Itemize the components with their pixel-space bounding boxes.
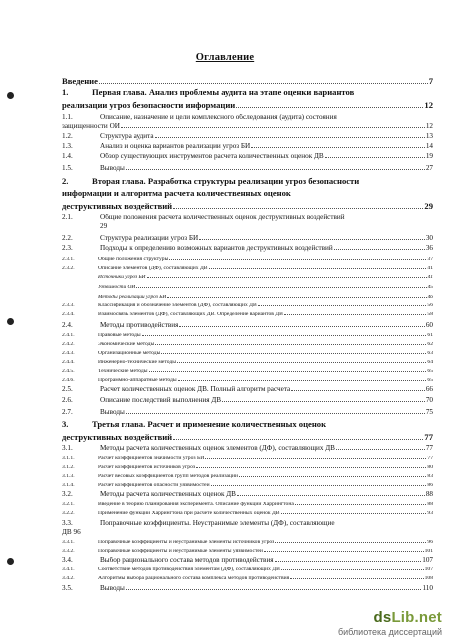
toc-entry: [62, 474, 433, 480]
toc-page-number: 80: [427, 465, 433, 470]
toc-entry: [62, 177, 433, 186]
toc-entry: [62, 189, 433, 198]
toc-entry: [62, 235, 433, 242]
toc-entry-number: 1.1.: [62, 114, 73, 121]
toc-entry: [62, 420, 433, 429]
toc-entry-title: Расчет коэффициентов значимости угроз БИ: [98, 456, 205, 461]
toc-page-number: 108: [424, 576, 433, 581]
toc-entry: [62, 312, 433, 318]
toc-entry-title: ДВ 96: [62, 529, 81, 536]
toc-entry: [62, 386, 433, 393]
toc-entry-title: Поправочные коэффициенты. Неустранимые элементы (ДФ), составляющие: [100, 520, 335, 527]
toc-entry-number: 2.3.4.: [62, 312, 75, 317]
toc-entry-title: Методы противодействия: [100, 322, 179, 329]
toc-page-number: 101: [424, 549, 433, 554]
toc-entry-title: Структура аудита: [100, 133, 154, 140]
dot-leader: [239, 476, 426, 477]
toc-entry-title: Расчет коэффициентов опасности уязвимостей: [98, 483, 210, 488]
toc-entry: [62, 342, 433, 348]
toc-entry-title: Поправочные коэффициенты и неустранимые элементы источников угроз: [98, 540, 275, 545]
toc-entry-title: Описание, назначение и цели комплексного обследования (аудита) состояния: [100, 114, 337, 121]
dot-leader: [173, 439, 423, 440]
margin-dot: [7, 318, 14, 325]
toc-entry: [62, 360, 433, 366]
toc-entry-title: Общие положения структуры: [98, 257, 169, 262]
dot-leader: [126, 589, 422, 590]
toc-entry-number: 2.4.: [62, 322, 73, 329]
toc-entry-number: 3.4.2.: [62, 576, 75, 581]
toc-entry: [62, 502, 433, 508]
toc-page-number: 41: [427, 266, 433, 271]
toc-entry: [62, 378, 433, 384]
dot-leader: [161, 353, 426, 354]
toc-entry-title: Расчет количественных оценок ДВ. Полный алгоритм расчета: [100, 386, 291, 393]
watermark-logo: [338, 609, 442, 637]
toc-page-number: 29: [424, 202, 433, 211]
dot-leader: [126, 169, 425, 170]
toc-entry: [62, 520, 433, 527]
toc-entry-title: Третья глава. Расчет и применение количественных оценок: [92, 420, 327, 429]
toc-page-number: 65: [427, 378, 433, 383]
dot-leader: [334, 249, 425, 250]
toc-entry-number: 1.2.: [62, 133, 73, 140]
toc-page-number: 58: [427, 312, 433, 317]
toc-entry: [62, 511, 433, 517]
toc-entry-number: 3.1.: [62, 445, 73, 452]
toc-entry-number: 1.4.: [62, 153, 73, 160]
toc-entry-number: 3.2.1.: [62, 502, 75, 507]
toc-entry: [62, 245, 433, 252]
toc-entry-title: Выводы: [100, 409, 125, 416]
toc-entry: [62, 303, 433, 309]
dot-leader: [155, 344, 426, 345]
toc-page-number: 66: [425, 386, 433, 393]
toc-entry-number: 2.4.1.: [62, 333, 75, 338]
toc-page-number: 19: [425, 153, 433, 160]
dot-leader: [236, 107, 423, 108]
toc-page-number: 88: [425, 491, 433, 498]
toc-page-number: 86: [427, 483, 433, 488]
toc-entry-number: 2.6.: [62, 397, 73, 404]
dot-leader: [205, 458, 426, 459]
toc-entry-title: Расчет коэффициентов источников угроз: [98, 465, 196, 470]
toc-entry-title: деструктивных воздействий: [62, 202, 173, 211]
toc-entry: [100, 223, 433, 230]
toc-entry: [62, 369, 433, 375]
toc-entry-number: Введение: [62, 77, 98, 86]
toc-page-number: 14: [425, 143, 433, 150]
toc-entry-title: 29: [100, 223, 108, 230]
toc-entry: [62, 202, 433, 211]
dot-leader: [179, 326, 424, 327]
toc-entry-number: 3.1.3.: [62, 474, 75, 479]
toc-entry-title: Классификация и обозначение элементов (ДФ), составляющих ДВ: [98, 303, 257, 308]
dot-leader: [121, 127, 425, 128]
toc-page-number: 56: [427, 303, 433, 308]
dot-leader: [295, 504, 427, 505]
toc-entry: [62, 540, 433, 546]
toc-entry-number: 2.: [62, 177, 69, 186]
watermark-subtitle: библиотека диссертаций: [337, 627, 442, 637]
toc-entry-number: 3.3.1.: [62, 540, 75, 545]
toc-entry-number: 2.3.: [62, 245, 73, 252]
toc-entry-title: Применение функции Харрингтона при расчете количественных оценок ДВ: [98, 511, 280, 516]
toc-entry: [62, 567, 433, 573]
toc-title: Оглавление: [195, 52, 255, 63]
toc-entry: [62, 433, 433, 442]
toc-entry: [62, 333, 433, 339]
toc-entry: [98, 275, 433, 280]
toc-entry: [62, 257, 433, 263]
toc-page-number: 93: [427, 511, 433, 516]
toc-entry-title: Соответствие методов противодействия элементам (ДФ), составляющих ДВ: [98, 567, 280, 572]
dot-leader: [281, 513, 427, 514]
dot-leader: [99, 83, 428, 84]
toc-page-number: 36: [425, 245, 433, 252]
toc-entry-number: 3.: [62, 420, 69, 429]
toc-entry: [62, 456, 433, 462]
toc-page-number: 7: [428, 77, 433, 86]
dot-leader: [147, 277, 427, 278]
toc-entry-number: 3.1.4.: [62, 483, 75, 488]
toc-entry: [62, 483, 433, 489]
dot-leader: [211, 485, 427, 486]
toc-entry: [62, 101, 433, 110]
toc-entry-title: Источники угроз БИ: [98, 275, 146, 280]
toc-entry-title: Выбор рационального состава методов противодействия: [100, 557, 274, 564]
toc-entry-title: Организационные методы: [98, 351, 161, 356]
toc-entry-number: 2.7.: [62, 409, 73, 416]
toc-entry-title: Технические методы: [98, 369, 148, 374]
toc-page-number: 13: [425, 133, 433, 140]
toc-entry: [62, 351, 433, 357]
margin-dot: [7, 92, 14, 99]
toc-entry-title: Методы расчета количественных оценок элементов (ДФ), составляющих ДВ: [100, 445, 335, 452]
toc-entry: [62, 557, 433, 564]
toc-entry-number: 3.5.: [62, 585, 73, 592]
toc-page-number: 107: [422, 557, 433, 564]
toc-entry-number: 2.5.: [62, 386, 73, 393]
toc-entry-number: 2.3.2.: [62, 266, 75, 271]
toc-entry: [62, 266, 433, 272]
toc-entry-title: Методы реализации угроз БИ: [98, 295, 167, 300]
toc-page-number: 62: [427, 342, 433, 347]
toc-entry: [98, 295, 433, 300]
toc-entry-title: Вторая глава. Разработка структуры реализации угроз безопасности: [92, 177, 360, 186]
toc-entry-title: Анализ и оценка вариантов реализации угроз БИ: [100, 143, 251, 150]
toc-entry-number: 3.3.: [62, 520, 73, 527]
toc-entry-number: 3.1.2.: [62, 465, 75, 470]
toc-entry-number: 3.2.2.: [62, 511, 75, 516]
dot-leader: [136, 287, 426, 288]
toc-entry-title: Экономические методы: [98, 342, 155, 347]
toc-entry-title: Введение в теорию планирования эксперимента. Описание функции Харрингтона: [98, 502, 294, 507]
toc-page-number: 75: [425, 409, 433, 416]
toc-entry-number: 2.4.2.: [62, 342, 75, 347]
margin-dot: [7, 558, 14, 565]
toc-page-number: 61: [427, 333, 433, 338]
toc-page-number: 88: [427, 502, 433, 507]
dot-leader: [155, 137, 425, 138]
toc-entry-number: 2.4.6.: [62, 378, 75, 383]
toc-entry: [62, 165, 433, 172]
toc-entry: [62, 585, 433, 592]
toc-entry-number: 2.4.4.: [62, 360, 75, 365]
dot-leader: [275, 542, 426, 543]
dot-leader: [290, 578, 423, 579]
toc-page-number: 96: [427, 540, 433, 545]
dot-leader: [177, 362, 426, 363]
toc-entry-title: Уязвимости ОИ: [98, 285, 136, 290]
toc-page-number: 77: [425, 445, 433, 452]
toc-entry: [62, 77, 433, 86]
toc-page-number: 37: [427, 257, 433, 262]
toc-page-number: 41: [427, 275, 433, 280]
dot-leader: [169, 259, 426, 260]
toc-entry-title: Описание последствий выполнения ДВ: [100, 397, 222, 404]
toc-page-number: 27: [425, 165, 433, 172]
toc-entry-title: Обзор существующих инструментов расчета количественных оценок ДВ: [100, 153, 324, 160]
dot-leader: [281, 569, 424, 570]
dot-leader: [196, 467, 426, 468]
toc-entry-number: 2.4.5.: [62, 369, 75, 374]
toc-entry-title: Правовые методы: [98, 333, 141, 338]
toc-entry: [62, 114, 433, 121]
toc-entry-number: 3.4.: [62, 557, 73, 564]
toc-page-number: 64: [427, 360, 433, 365]
toc-page-number: 12: [424, 101, 433, 110]
dot-leader: [237, 495, 425, 496]
toc-entry-title: Поправочные коэффициенты и неустранимые элементы уязвимостей: [98, 549, 263, 554]
dot-leader: [275, 561, 422, 562]
toc-page-number: 77: [424, 433, 433, 442]
toc-entry-title: Описание элементов (ДФ), составляющих ДВ: [98, 266, 208, 271]
toc-entry-title: реализации угроз безопасности информации: [62, 101, 236, 110]
toc-entry-number: 1.5.: [62, 165, 73, 172]
dot-leader: [222, 401, 425, 402]
toc-entry: [62, 397, 433, 404]
watermark-site: dsLib.net: [373, 609, 442, 626]
toc-entry-title: Структура реализации угроз БИ: [100, 235, 199, 242]
toc-page-number: 77: [427, 456, 433, 461]
dot-leader: [336, 449, 425, 450]
toc-entry-number: 3.2.: [62, 491, 73, 498]
toc-entry-number: 1.3.: [62, 143, 73, 150]
toc-entry: [62, 88, 433, 97]
toc-entry: [62, 214, 433, 221]
toc-page-number: 110: [422, 585, 433, 592]
toc-entry-number: 2.1.: [62, 214, 73, 221]
toc-entry-title: защищенности ОИ: [62, 123, 120, 130]
dot-leader: [264, 551, 424, 552]
dot-leader: [209, 268, 427, 269]
toc-entry: [62, 322, 433, 329]
toc-page-number: 70: [425, 397, 433, 404]
toc-entry: [62, 143, 433, 150]
dot-leader: [167, 297, 426, 298]
toc-entry-title: Выводы: [100, 165, 125, 172]
toc-page-number: 12: [425, 123, 433, 130]
toc-page-number: 107: [424, 567, 433, 572]
toc-entry-title: Расчет весовых коэффициентов групп методов реализации: [98, 474, 239, 479]
toc-entry-title: информации и алгоритма расчета количественных оценок: [62, 189, 291, 198]
toc-entry: [62, 153, 433, 160]
toc-entry-number: 1.: [62, 88, 69, 97]
toc-entry: [62, 133, 433, 140]
toc-entry-title: Взаимосвязь элементов (ДФ), составляющих ДВ. Определение вариантов ДВ: [98, 312, 283, 317]
toc-entry-number: 3.3.2.: [62, 549, 75, 554]
dot-leader: [142, 335, 427, 336]
dot-leader: [291, 390, 425, 391]
toc-page-number: 65: [427, 369, 433, 374]
toc-entry-number: 3.1.1.: [62, 456, 75, 461]
toc-entry-title: Методы расчета количественных оценок ДВ: [100, 491, 236, 498]
toc-entry-number: 2.3.1.: [62, 257, 75, 262]
toc-entry: [62, 123, 433, 130]
toc-page-number: 30: [425, 235, 433, 242]
dot-leader: [199, 239, 425, 240]
toc-entry: [62, 409, 433, 416]
toc-entry-title: Общие положения расчета количественных оценок деструктивных воздействий: [100, 214, 345, 221]
toc-entry: [62, 491, 433, 498]
toc-entry-number: 2.4.3.: [62, 351, 75, 356]
toc-entry: [98, 285, 433, 290]
toc-entry: [62, 529, 433, 536]
dot-leader: [258, 305, 427, 306]
toc-entry-title: Первая глава. Анализ проблемы аудита на этапе оценки вариантов: [92, 88, 355, 97]
toc-page-number: 63: [427, 351, 433, 356]
dot-leader: [325, 157, 425, 158]
toc-page-number: 83: [427, 474, 433, 479]
toc-page-number: 45: [427, 285, 433, 290]
dot-leader: [173, 208, 423, 209]
toc-entry: [62, 549, 433, 555]
toc-entry-title: Инженерно-технические методы: [98, 360, 177, 365]
dot-leader: [126, 413, 425, 414]
dot-leader: [251, 147, 425, 148]
toc-entry-title: Подходы к определению возможных вариантов деструктивных воздействий: [100, 245, 333, 252]
toc-entry-number: 2.3.3.: [62, 303, 75, 308]
toc-entry: [62, 576, 433, 582]
toc-entry-title: Программно-аппаратные методы: [98, 378, 177, 383]
toc-entry-title: Алгоритмы выбора рационального состава комплекса методов противодействия: [98, 576, 290, 581]
toc-entry: [62, 445, 433, 452]
toc-page-number: 60: [425, 322, 433, 329]
dot-leader: [178, 380, 427, 381]
toc-entry-number: 3.4.1.: [62, 567, 75, 572]
dot-leader: [284, 314, 427, 315]
toc-entry-number: 2.2.: [62, 235, 73, 242]
toc-entry-title: деструктивных воздействий: [62, 433, 173, 442]
toc-entry: [62, 465, 433, 471]
toc-page-number: 46: [427, 295, 433, 300]
toc-entry-title: Выводы: [100, 585, 125, 592]
dot-leader: [149, 371, 427, 372]
